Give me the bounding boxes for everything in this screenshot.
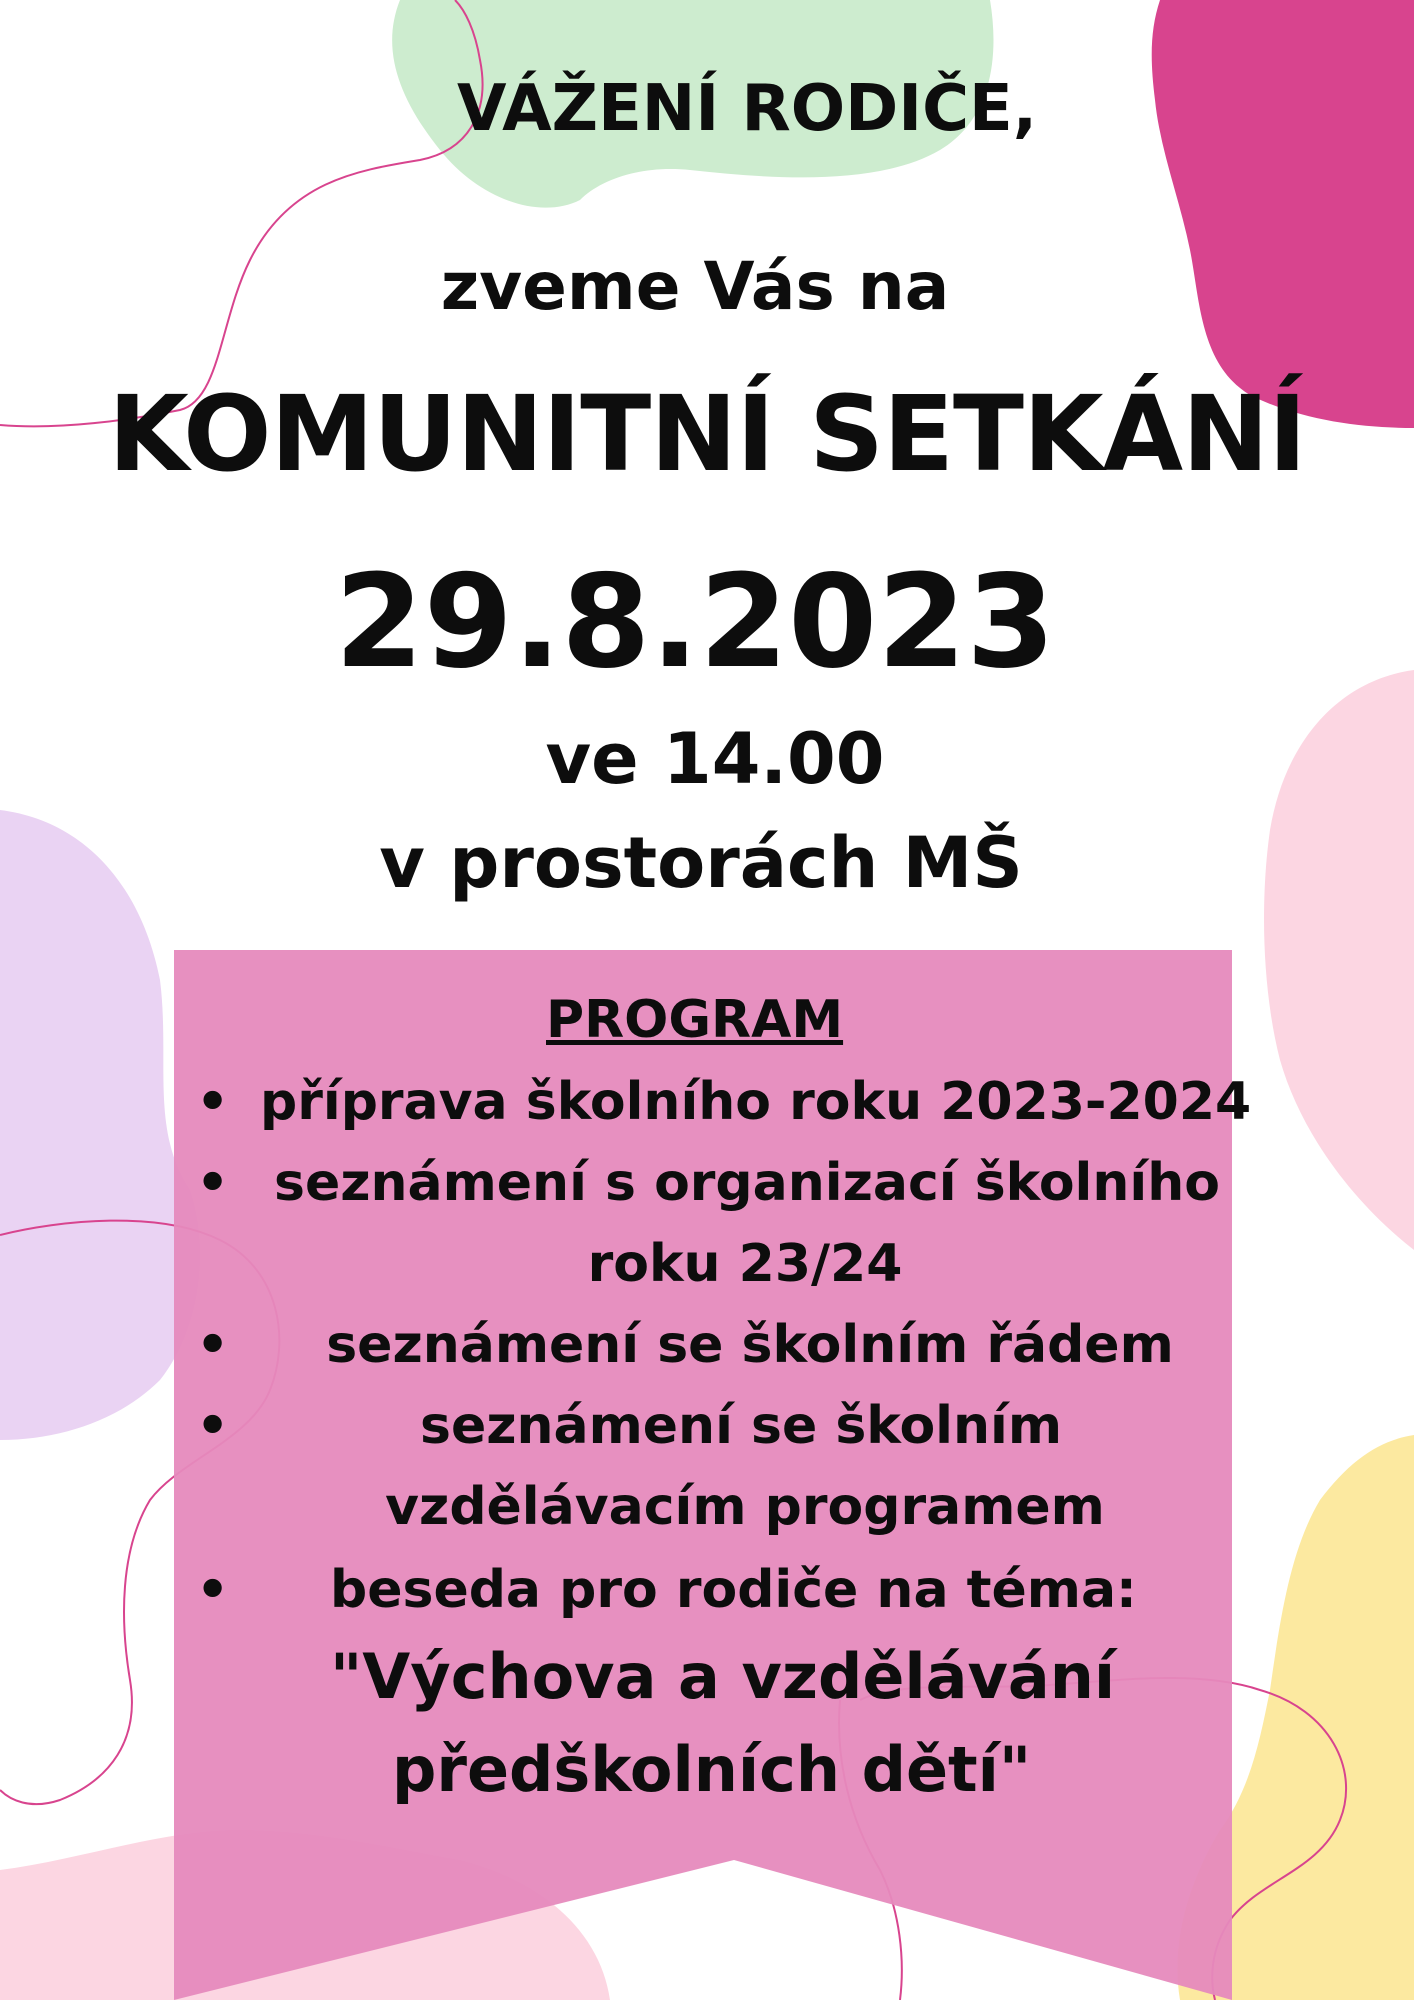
program-item: beseda pro rodiče na téma: bbox=[330, 1560, 1137, 1620]
bullet-icon: • bbox=[196, 1072, 230, 1132]
program-item: seznámení se školním bbox=[420, 1396, 1063, 1456]
program-item-continuation: roku 23/24 bbox=[587, 1234, 903, 1294]
lavender-blob bbox=[0, 810, 200, 1440]
talk-topic-line1: "Výchova a vzdělávání bbox=[330, 1640, 1116, 1713]
program-title: PROGRAM bbox=[546, 990, 844, 1050]
bullet-icon: • bbox=[196, 1396, 230, 1456]
greeting: VÁŽENÍ RODIČE, bbox=[456, 72, 1038, 146]
program-item: příprava školního roku 2023-2024 bbox=[260, 1072, 1252, 1132]
bullet-icon: • bbox=[196, 1315, 230, 1375]
event-time: ve 14.00 bbox=[545, 718, 885, 800]
program-item: seznámení se školním řádem bbox=[326, 1315, 1174, 1375]
event-date: 29.8.2023 bbox=[334, 548, 1056, 697]
program-item: seznámení s organizací školního bbox=[274, 1153, 1220, 1213]
talk-topic-line2: předškolních dětí" bbox=[392, 1733, 1032, 1806]
program-item-continuation: vzdělávacím programem bbox=[385, 1477, 1105, 1537]
invitation-text: zveme Vás na bbox=[440, 248, 950, 325]
event-title: KOMUNITNÍ SETKÁNÍ bbox=[108, 373, 1306, 495]
magenta-blob bbox=[1152, 0, 1414, 428]
event-place: v prostorách MŠ bbox=[379, 822, 1023, 904]
bullet-icon: • bbox=[196, 1153, 230, 1213]
bullet-icon: • bbox=[196, 1560, 230, 1620]
